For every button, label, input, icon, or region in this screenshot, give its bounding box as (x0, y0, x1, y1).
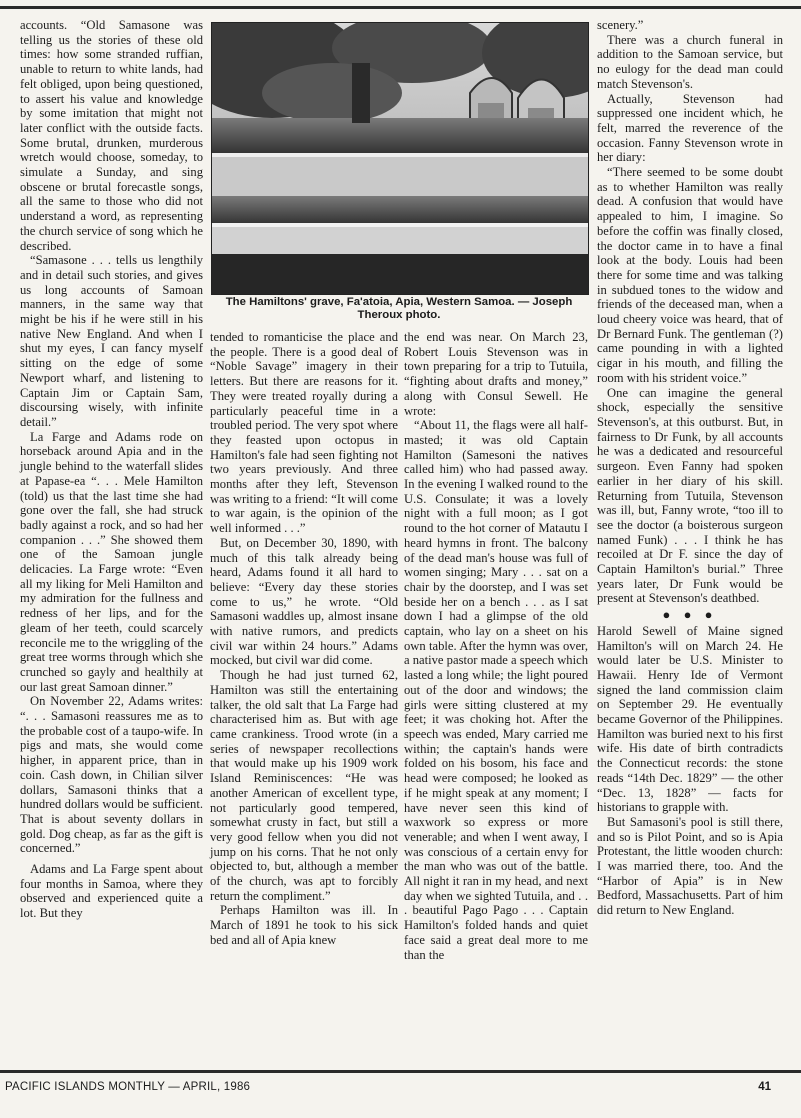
paragraph: But Samasoni's pool is still there, and so is Pilot Point, and so is Apia Protestant, the little wooden church: I was married there, too. And the “Harbor of Apia” is in New Bedford, Massachusetts. Part of him did return to New England. (597, 814, 783, 918)
page-number: 41 (758, 1081, 771, 1093)
column-2 (210, 330, 398, 948)
top-rule (0, 6, 801, 9)
paragraph: “Samasone . . . tells us lengthily and in detail such stories, and gives us long accounts of Samoan manners, in the same way that might be his if he were still in his native New England. And when I shut my eyes, I can fancy myself sitting on the edge of some Newport wharf, and listening to Captain Jim or Captain Sam, discoursing wisely, with infinite detail.” (20, 253, 203, 429)
section-separator: ● ● ● (662, 607, 718, 623)
paragraph: accounts. “Old Samasone was telling us the stories of these old times: how some stranded ruffian, unable to return to white lands, had felt obliged, upon being questioned, to assert his value and knowledge by some imitation that might not later conflict with the outside facts. Some brutal, drunken, murderous wretch would choose, someday, to simulate a Sunday, and sing obscene or brutal forecastle songs, all the same to those who did not understand a word, as representing the church service of song which he described. (20, 18, 203, 253)
paragraph: On November 22, Adams writes: “. . . Samasoni reassures me as to the probable cost of a taupo-wife. In pigs and mats, she would come higher, in apparent price, than in coin. Cash down, in Chilian silver dollars, Samasoni thinks that a hundred dollars would be sufficient. That is about seventy dollars in gold. Dog cheap, as far as the gift is concerned.” (20, 694, 203, 856)
paragraph: Perhaps Hamilton was ill. In March of 1891 he took to his sick bed and all of Apia knew (210, 903, 398, 947)
paragraph: tended to romanticise the place and the people. There is a good deal of “Noble Savage” imagery in their letters. But there are reasons for it. They were treated royally during a particularly peaceful time in a troubled period. The very spot where they feasted upon octopus in Hamilton's fale had seen fighting not two years previously. And three months after they left, Stevenson was writing to a friend: “It will come to war again, is the opinion of the well informed . . .” (210, 330, 398, 536)
bottom-rule (0, 1070, 801, 1073)
paragraph: “About 11, the flags were all half-masted; it was old Captain Hamilton (Samesoni the natives called him) who had passed away. In the evening I walked round to the U.S. Consulate; it was a lovely night with a full moon; as I got round to the hot corner of Matautu I heard hymns in front. The balcony of the dead man's house was full of women singing; Mary . . . sat on a chair by the doorstep, and I was set beside her on a bench . . . as I sat down I had a glimpse of the old captain, who lay on a sheet on his own table. After the hymn was over, a native pastor made a speech which lasted a long while; the light poured out of the door and windows; the girls were sitting clustered at my feet; it was choking hot. After the speech was ended, Mary carried me within; the captain's hands were folded on his bosom, his face and head were composed; he looked as if he might speak at any moment; I have never seen this kind of waxwork so express or more venerable; and when I went away, I was conscious of a certain envy for the man who was out of the battle. All night it ran in my head, and next day when we sighted Tutuila, and . . . beautiful Pago Pago . . . Captain Hamilton's folded hands and quiet face said a great deal more to me than the (404, 418, 588, 962)
paragraph: Actually, Stevenson had suppressed one incident which, he felt, marred the reverence of the occasion. Fanny Stevenson wrote in her diary: (597, 91, 783, 165)
paragraph: There was a church funeral in addition to the Samoan service, but no eulogy for the dead man could match Stevenson's. (597, 32, 783, 91)
paragraph: Harold Sewell of Maine signed Hamilton's will on March 24. He would later be U.S. Minister to Hawaii. Henry Ide of Vermont signed the land commission claim on September 29. He eventually became Governor of the Philippines. Hamilton was buried next to his first wife. His date of birth contradicts the Connecticut records: the stone reads “14th Dec. 1829” — the other “Dec. 13, 1828” — facts for historians to grapple with. (597, 623, 783, 815)
grave-photo (211, 22, 589, 295)
grave-photo-image (212, 23, 588, 294)
column-3 (404, 330, 588, 962)
paragraph: “There seemed to be some doubt as to whether Hamilton was really dead. A confusion that would have appealed to him, I imagine. So before the coffin was finally closed, the doctor came in to have a final look at the body. Louis had been there for some time and was talking in subdued tones to the widow and friends of the deceased man, when a loud cheery voice was heard, that of Dr Bernard Funk. The gentleman (?) came pounding in with a lighted cigar in his mouth, and filling the room with his strident voice.” (597, 165, 783, 385)
publication-footer: PACIFIC ISLANDS MONTHLY — APRIL, 1986 (5, 1081, 251, 1093)
photo-caption: The Hamiltons' grave, Fa'atoia, Apia, Western Samoa. — Joseph Theroux photo. (225, 296, 573, 321)
column-4 (597, 18, 783, 918)
paragraph: Though he had just turned 62, Hamilton was still the entertaining talker, the old salt that La Farge had characterised him as. But with age came crankiness. Trood wrote (in a series of newspaper recollections that would make up his 1909 work Island Reminiscences: “He was another American of excellent type, not particularly good tempered, somewhat crusty in fact, but still a very good fellow when you did not jump on his corns. That he not only objected to, but, although a member of the church, was apt to forcibly return the compliment.” (210, 668, 398, 903)
paragraph: One can imagine the general shock, especially the sensitive Stevenson's, at this outburst. But, in fairness to Dr Funk, by all accounts he was a dedicated and resourceful surgeon. Even Fanny had spoken earlier in her diary of his skill. Returning from Tutuila, Stevenson was ill, but, Fanny wrote, “too ill to see the doctor (a boisterous surgeon named Funk) . . . I think he has recoiled at Dr F. since the day of Captain Hamilton's burial.” Three years later, Dr Funk would be present at Stevenson's deathbed. (597, 385, 783, 606)
paragraph: But, on December 30, 1890, with much of this talk already being heard, Adams found it all hard to believe: “Every day these stories come to us,” he wrote. “Old Samasoni waddles up, almost insane with native rumors, and predicts civil war within 24 hours.” Adams mocked, but civil war did come. (210, 535, 398, 668)
paragraph: scenery.” (597, 18, 644, 32)
paragraph: La Farge and Adams rode on horseback around Apia and in the jungle behind to the waterfall slides at Papase-ea “. . . Mele Hamilton (told) us that the last time she had gone over the fall, she had struck badly against a rock, and so had her companion . . .” She showed them one of the Samoan jungle delicacies. La Farge wrote: “Even all my liking for Meli Hamilton and my admiration for the fullness and redness of her lips, and for the gleam of her teeth, could scarcely reconcile me to the wriggling of the great tree worms through which she crunched so gayly and healthily at our last great Samoan dinner.” (20, 429, 203, 694)
paragraph: the end was near. On March 23, Robert Louis Stevenson was in town preparing for a trip to Tutuila, “fighting about drafts and money,” along with Consul Sewell. He wrote: (404, 330, 588, 418)
column-1 (20, 18, 203, 921)
paragraph: Adams and La Farge spent about four months in Samoa, where they observed and experienced quite a lot. But they (20, 862, 203, 921)
